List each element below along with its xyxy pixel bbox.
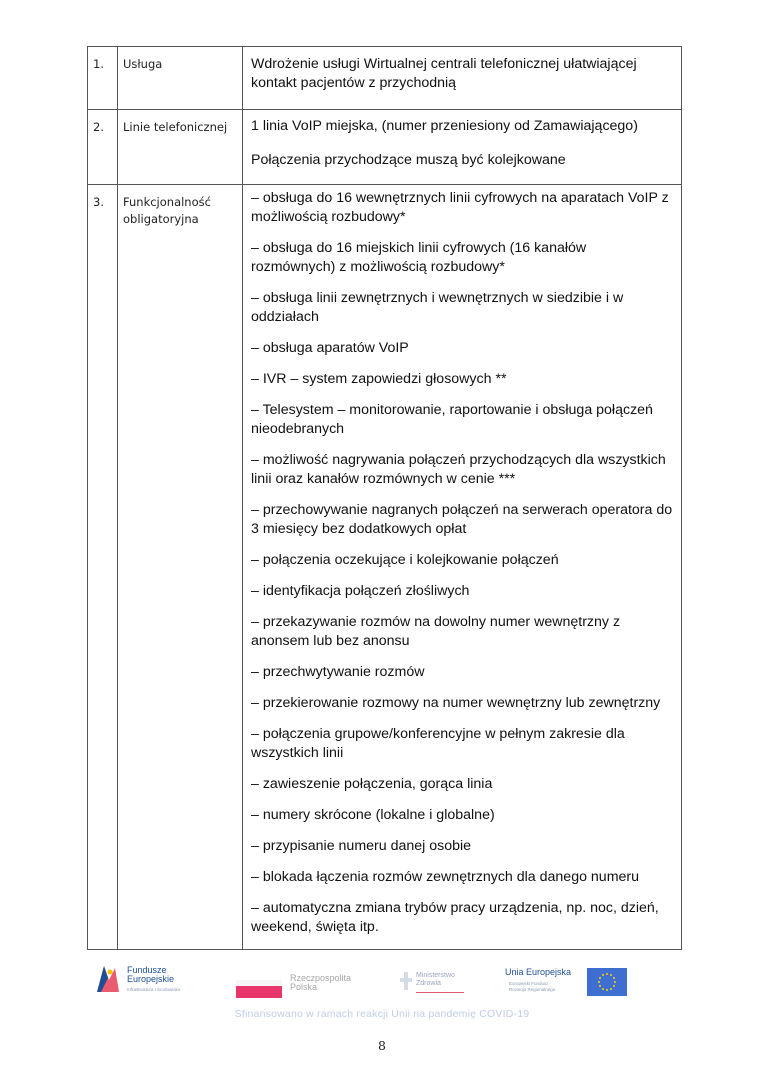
ministerstwo-zdrowia-text: Ministerstwo Zdrowia bbox=[416, 972, 455, 987]
description-item: – obsługa do 16 miejskich linii cyfrowych (16 kanałów rozmównych) z możliwością rozbudowy* bbox=[251, 240, 587, 275]
description-item: – automatyczna zmiana trybów pracy urządzenia, np. noc, dzień, weekend, święta itp. bbox=[251, 900, 659, 935]
unia-europejska-title: Unia Europejska bbox=[505, 967, 572, 977]
row-number: 1. bbox=[88, 47, 118, 110]
ministerstwo-underline bbox=[416, 992, 464, 993]
description-item: 1 linia VoIP miejska, (numer przeniesiony od Zamawiającego) bbox=[251, 118, 638, 134]
ministerstwo-zdrowia-logo bbox=[398, 966, 488, 1002]
description-item: – identyfikacja połączeń złośliwych bbox=[251, 583, 470, 599]
funding-note: Sfinansowano w ramach reakcji Unii na pandemię COVID-19 bbox=[234, 1008, 530, 1020]
fundusze-europejskie-emblem-icon bbox=[95, 962, 121, 996]
row-number: 3. bbox=[88, 185, 118, 950]
table-row bbox=[88, 47, 682, 110]
unia-europejska-logo bbox=[505, 966, 675, 1006]
row-description bbox=[243, 185, 682, 950]
description-item: – zawieszenie połączenia, gorąca linia bbox=[251, 776, 493, 792]
unia-europejska-subtitle: Europejski Fundusz Rozwoju Regionalnego bbox=[509, 981, 556, 992]
description-item: Połączenia przychodzące muszą być kolejkowane bbox=[251, 152, 566, 168]
row-label: Funkcjonalność obligatoryjna bbox=[118, 185, 243, 950]
footer-logos bbox=[0, 960, 764, 1010]
description-item: – IVR – system zapowiedzi głosowych ** bbox=[251, 371, 507, 387]
fundusze-europejskie-subtitle: Infrastruktura i Środowisko bbox=[127, 987, 181, 992]
row-label: Linie telefonicznej bbox=[118, 110, 243, 185]
ministerstwo-emblem-icon bbox=[400, 970, 412, 992]
description-item: Wdrożenie usługi Wirtualnej centrali telefonicznej ułatwiającej kontakt pacjentów z przychodnią bbox=[251, 56, 637, 91]
row-description bbox=[243, 110, 682, 185]
specification-table-body bbox=[88, 47, 682, 950]
description-item: – przekazywanie rozmów na dowolny numer wewnętrzny z anonsem lub bez anonsu bbox=[251, 614, 621, 649]
description-item: – przypisanie numeru danej osobie bbox=[251, 838, 472, 854]
table-row bbox=[88, 110, 682, 185]
description-item: – obsługa linii zewnętrznych i wewnętrznych w siedzibie i w oddziałach bbox=[251, 290, 624, 325]
row-number: 2. bbox=[88, 110, 118, 185]
eu-stars-icon bbox=[587, 968, 627, 996]
specification-table bbox=[87, 46, 682, 950]
fundusze-europejskie-logo bbox=[95, 962, 245, 1002]
description-item: – przekierowanie rozmowy na numer wewnętrzny lub zewnętrzny bbox=[251, 695, 661, 711]
rzeczpospolita-polska-logo bbox=[236, 968, 376, 1004]
description-item: – połączenia oczekujące i kolejkowanie połączeń bbox=[251, 552, 559, 568]
description-item: – Telesystem – monitorowanie, raportowanie i obsługa połączeń nieodebranych bbox=[251, 402, 653, 437]
row-label: Usługa bbox=[118, 47, 243, 110]
eu-flag-icon bbox=[587, 968, 627, 996]
description-item: – przechwytywanie rozmów bbox=[251, 664, 425, 680]
table-row bbox=[88, 185, 682, 950]
description-item: – blokada łączenia rozmów zewnętrznych dla danego numeru bbox=[251, 869, 640, 885]
description-item: – obsługa do 16 wewnętrznych linii cyfrowych na aparatach VoIP z możliwością rozbudowy* bbox=[251, 190, 669, 225]
polish-flag-icon bbox=[236, 986, 282, 998]
page-number: 8 bbox=[378, 1038, 386, 1053]
description-item: – numery skrócone (lokalne i globalne) bbox=[251, 807, 495, 823]
description-item: – możliwość nagrywania połączeń przychodzących dla wszystkich linii oraz kanałów rozmównych w cenie *** bbox=[251, 452, 666, 487]
row-description bbox=[243, 47, 682, 110]
description-item: – obsługa aparatów VoIP bbox=[251, 340, 409, 356]
fundusze-europejskie-text: Fundusze Europejskie bbox=[127, 965, 175, 984]
description-item: – połączenia grupowe/konferencyjne w pełnym zakresie dla wszystkich linii bbox=[251, 726, 625, 761]
rzeczpospolita-polska-text: Rzeczpospolita Polska bbox=[290, 973, 352, 992]
description-item: – przechowywanie nagranych połączeń na serwerach operatora do 3 miesięcy bez dodatkowych opłat bbox=[251, 502, 673, 537]
